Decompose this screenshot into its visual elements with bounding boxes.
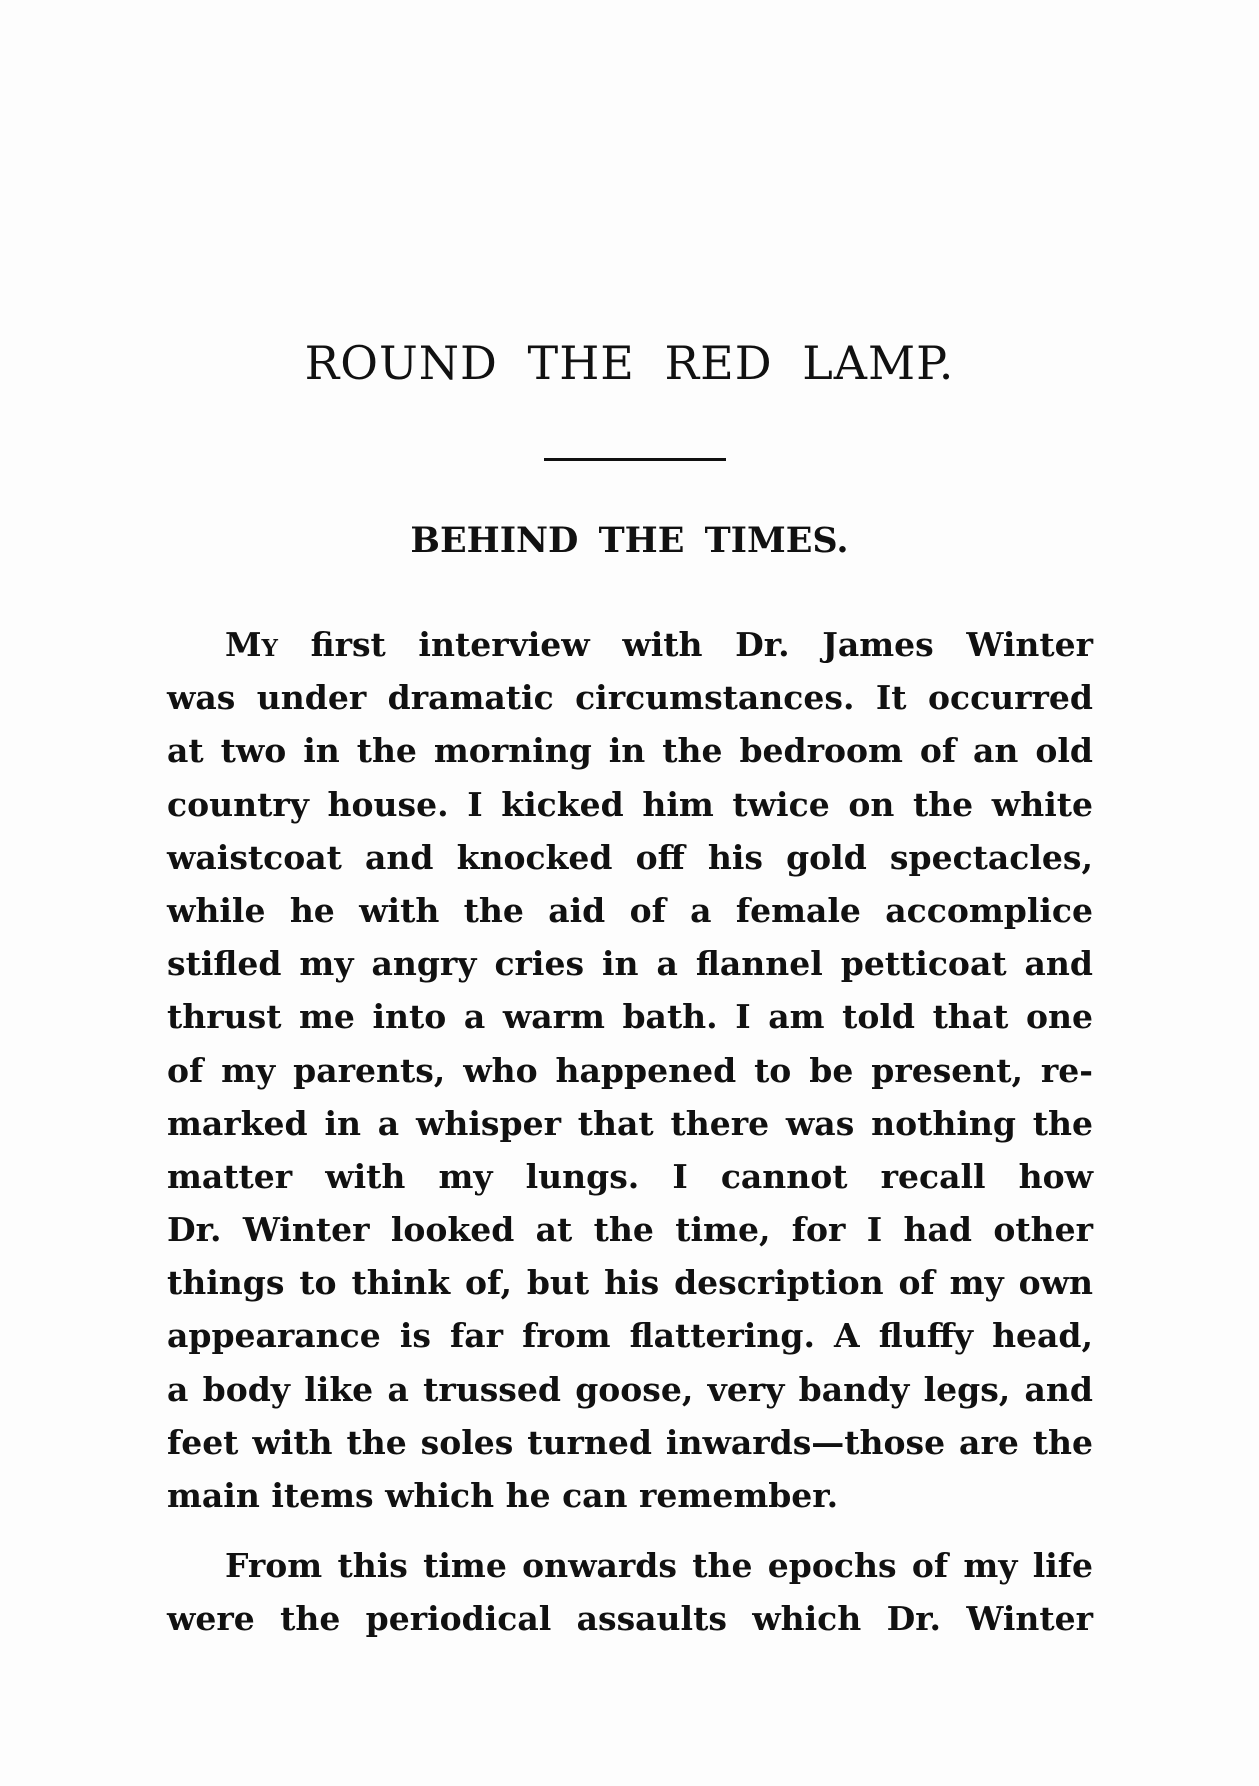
book-title: ROUND THE RED LAMP. xyxy=(304,336,955,390)
text-line: Dr. Winter looked at the time, for I had other xyxy=(167,1210,1093,1250)
text-line: waistcoat and knocked off his gold spectacles, xyxy=(167,837,1093,877)
opening-small-caps-word: My xyxy=(225,625,278,664)
text-line: appearance is far from flattering. A fluffy head, xyxy=(167,1316,1093,1356)
text-line: main items which he can remember. xyxy=(167,1476,839,1515)
text-line: feet with the soles turned inwards—those are the xyxy=(167,1422,1093,1462)
text-line: of my parents, who happened to be present, re- xyxy=(167,1050,1093,1090)
text-line: a body like a trussed goose, very bandy legs, and xyxy=(167,1369,1093,1409)
text-line: at two in the morning in the bedroom of an old xyxy=(167,731,1093,771)
text-line: while he with the aid of a female accomplice xyxy=(167,890,1093,930)
text-line: country house. I kicked him twice on the white xyxy=(167,784,1093,824)
text-line: were the periodical assaults which Dr. Winter xyxy=(167,1599,1093,1639)
chapter-title: BEHIND THE TIMES. xyxy=(410,520,849,561)
paragraph-1 xyxy=(167,618,1093,1522)
text-line-content: first interview with Dr. James Winter xyxy=(277,625,1093,664)
text-line xyxy=(167,618,1093,671)
text-line: thrust me into a warm bath. I am told that one xyxy=(167,997,1093,1037)
paragraph-2 xyxy=(167,1539,1093,1645)
text-line: stifled my angry cries in a flannel petticoat and xyxy=(167,944,1093,984)
text-line: was under dramatic circumstances. It occurred xyxy=(167,678,1093,718)
text-line: From this time onwards the epochs of my life xyxy=(225,1546,1093,1585)
title-divider-rule xyxy=(544,458,726,461)
text-line: matter with my lungs. I cannot recall how xyxy=(167,1156,1093,1196)
text-line: things to think of, but his description of my own xyxy=(167,1263,1093,1303)
text-line: marked in a whisper that there was nothing the xyxy=(167,1103,1093,1143)
